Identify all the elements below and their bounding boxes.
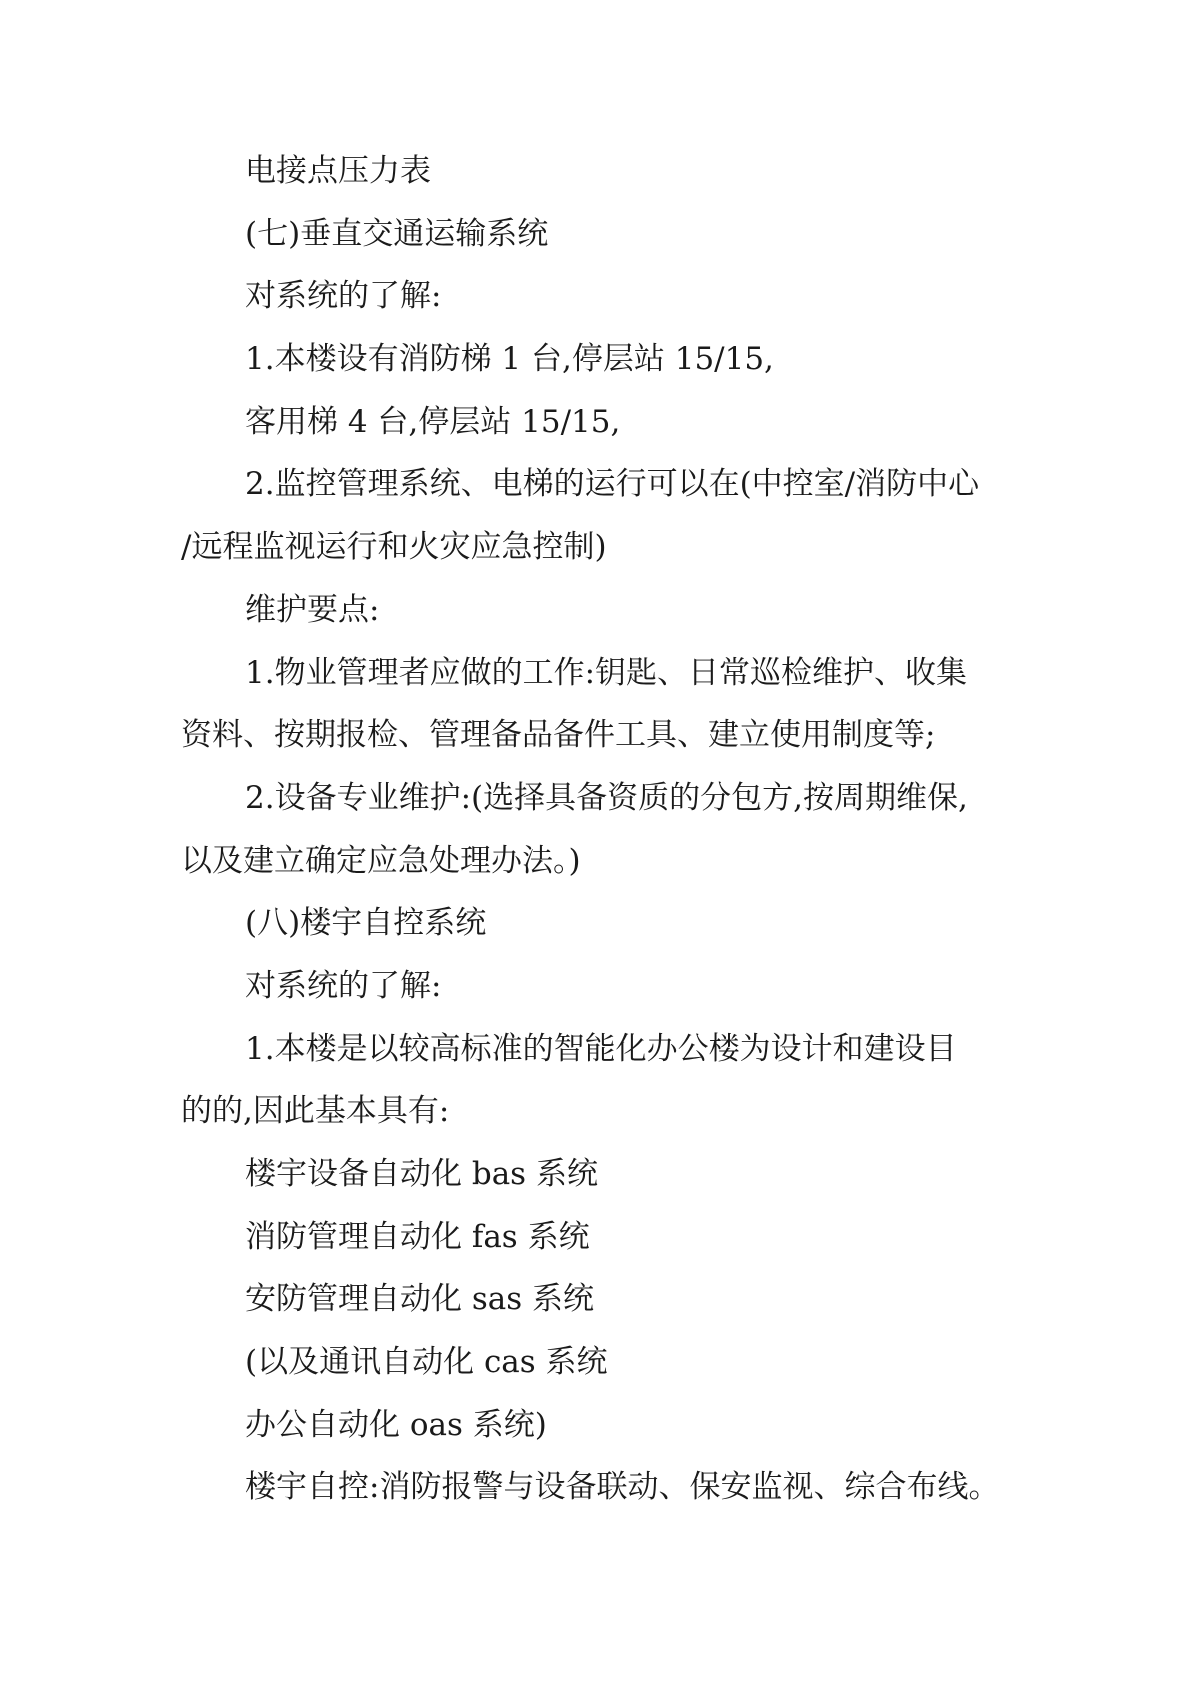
text-line: 以及建立确定应急处理办法。)	[181, 842, 581, 879]
text-line: 1.物业管理者应做的工作:钥匙、日常巡检维护、收集	[245, 654, 968, 691]
text-line: 2.设备专业维护:(选择具备资质的分包方,按周期维保,	[245, 779, 968, 816]
text-line: 1.本楼是以较高标准的智能化办公楼为设计和建设目	[245, 1030, 957, 1067]
text-line: (以及通讯自动化 cas 系统	[245, 1344, 608, 1381]
text-line: 资料、按期报检、管理备品备件工具、建立使用制度等;	[181, 717, 936, 754]
subsection-heading: 对系统的了解:	[245, 967, 442, 1004]
section-heading: (八)楼宇自控系统	[245, 905, 487, 942]
subsection-heading: 对系统的了解:	[245, 278, 442, 315]
text-line: 客用梯 4 台,停层站 15/15,	[245, 403, 621, 440]
text-line: 安防管理自动化 sas 系统	[245, 1281, 595, 1318]
text-line: 电接点压力表	[245, 153, 431, 189]
text-line: 的的,因此基本具有:	[181, 1093, 450, 1130]
text-line: 楼宇设备自动化 bas 系统	[245, 1156, 598, 1192]
text-line: 楼宇自控:消防报警与设备联动、保安监视、综合布线。	[245, 1469, 1000, 1506]
document-body	[181, 140, 1021, 1519]
section-heading: (七)垂直交通运输系统	[245, 215, 549, 252]
text-line: 2.监控管理系统、电梯的运行可以在(中控室/消防中心	[245, 466, 980, 503]
text-line: 消防管理自动化 fas 系统	[245, 1218, 590, 1255]
text-line: 办公自动化 oas 系统)	[245, 1406, 547, 1443]
subsection-heading: 维护要点:	[245, 591, 380, 628]
text-line: 1.本楼设有消防梯 1 台,停层站 15/15,	[245, 341, 774, 378]
text-line: /远程监视运行和火灾应急控制)	[181, 529, 607, 566]
